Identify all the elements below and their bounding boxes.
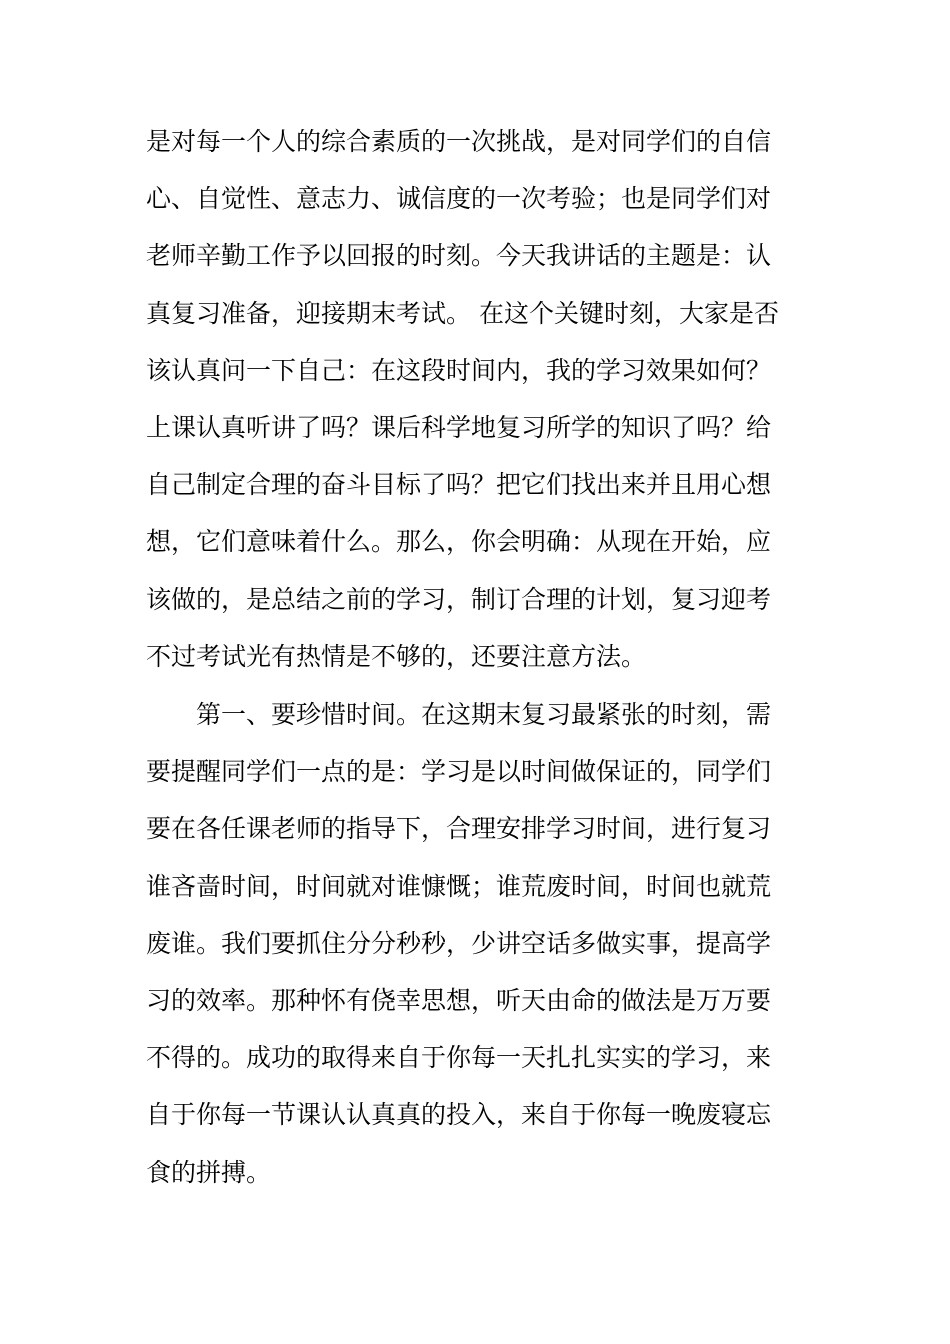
text-line: 是对每一个人的综合素质的一次挑战，是对同学们的自信 [146,127,772,156]
text-line: 自己制定合理的奋斗目标了吗？把它们找出来并且用心想 [146,470,772,500]
text-line: 该认真问一下自己：在这段时间内，我的学习效果如何？ [146,355,772,385]
text-line: 心、自觉性、意志力、诚信度的一次考验；也是同学们对 [146,184,772,214]
text-line: 废谁。我们要抓住分分秒秒，少讲空话多做实事，提高学 [146,928,772,958]
text-line: 上课认真听讲了吗？课后科学地复习所学的知识了吗？给 [146,412,772,442]
text-line: 不得的。成功的取得来自于你每一天扎扎实实的学习，来 [146,1043,772,1073]
paragraph-2 [146,686,826,1201]
text-line: 食的拼搏。 [146,1157,272,1187]
text-line: 第一、要珍惜时间。在这期末复习最紧张的时刻，需 [146,700,772,729]
text-line: 要提醒同学们一点的是：学习是以时间做保证的，同学们 [146,757,772,787]
text-line: 谁吝啬时间，时间就对谁慷慨；谁荒废时间，时间也就荒 [146,871,772,901]
text-line: 想，它们意味着什么。那么，你会明确：从现在开始，应 [146,527,772,557]
text-line: 真复习准备，迎接期末考试。 在这个关键时刻，大家是否 [146,298,779,328]
text-line: 该做的，是总结之前的学习，制订合理的计划，复习迎考 [146,584,772,614]
text-line: 要在各任课老师的指导下，合理安排学习时间，进行复习 [146,814,772,844]
paragraph-1 [146,113,826,685]
text-line: 自于你每一节课认认真真的投入，来自于你每一晚废寝忘 [146,1100,772,1130]
text-line: 不过考试光有热情是不够的，还要注意方法。 [146,641,647,671]
text-line: 老师辛勤工作予以回报的时刻。今天我讲话的主题是：认 [146,241,772,271]
text-line: 习的效率。那种怀有侥幸思想，听天由命的做法是万万要 [146,985,772,1015]
